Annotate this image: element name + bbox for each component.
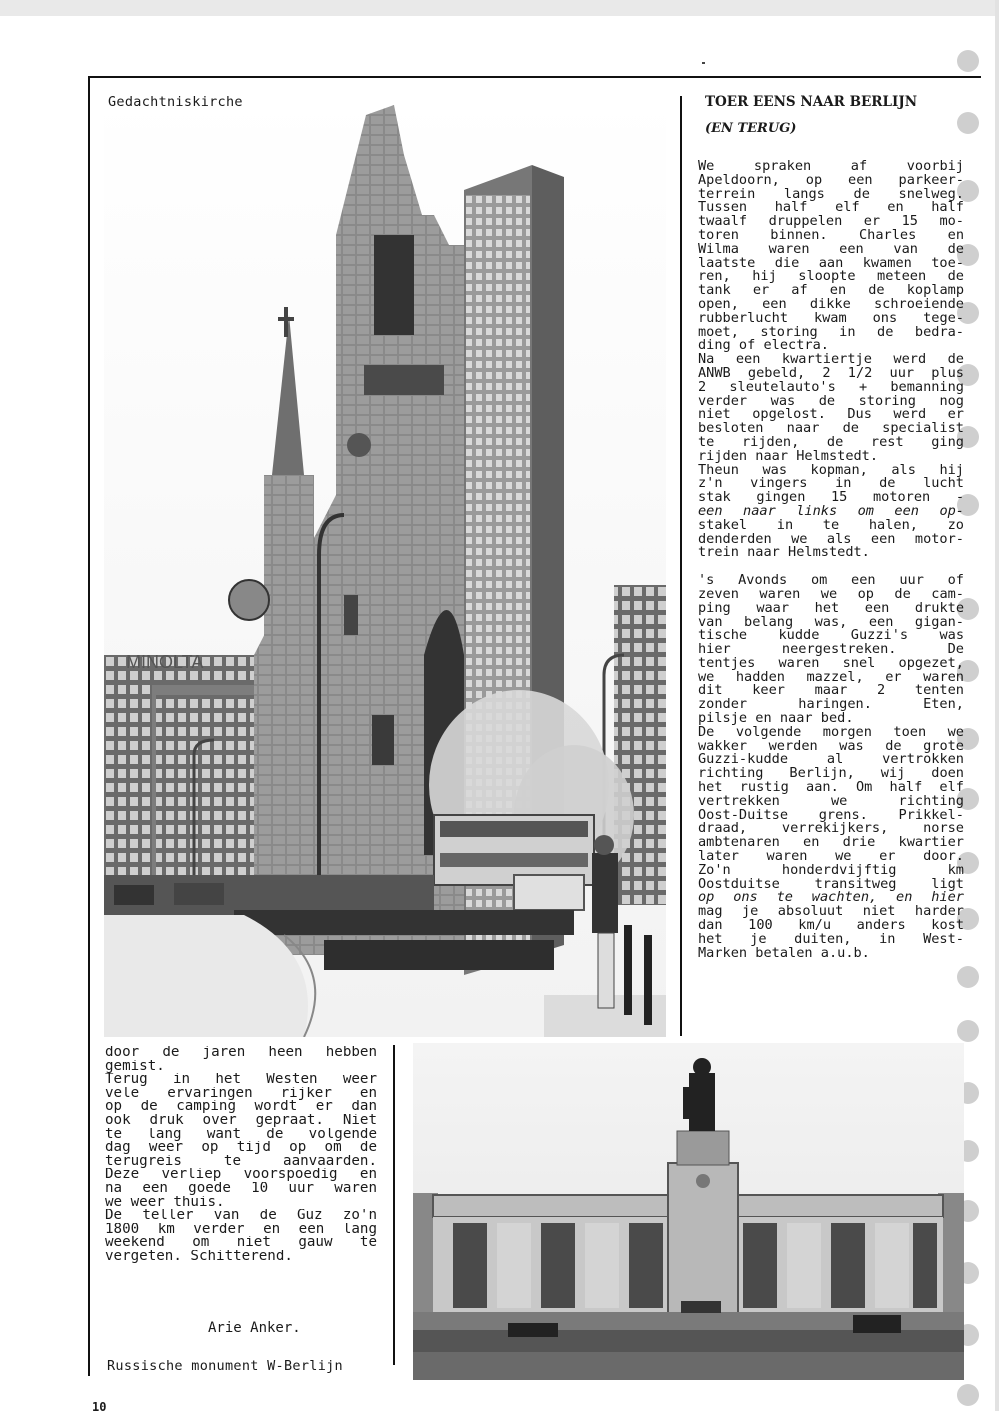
binder-hole: [957, 1384, 979, 1406]
text-line: we hadden mazzel, er waren: [698, 670, 964, 685]
text-line: twaalf druppelen er 15 mo-: [698, 215, 964, 229]
column-divider: [680, 96, 682, 1036]
text-line: De teller van de Guz zo'n: [105, 1209, 377, 1223]
text-line: op de camping wordt er dan: [105, 1100, 377, 1114]
page-number: 10: [92, 1400, 107, 1414]
text-line: ren, hij sloopte meteen de: [698, 270, 964, 285]
text-line: Deze verliep voorspoedig en: [105, 1168, 377, 1182]
text-line: vergeten. Schitterend.: [105, 1249, 293, 1264]
text-line: stakel in te halen, zo: [698, 518, 964, 533]
text-line: 2 sleutelauto's + bemanning: [698, 380, 964, 395]
page-top-edge: [0, 0, 999, 16]
text-line: hier neergestreken. De: [698, 643, 964, 657]
text-line: rubberlucht kwam ons tege-: [698, 311, 964, 326]
text-line: later waren we er door.: [698, 850, 964, 864]
article-left-column: [105, 1046, 377, 1264]
binder-hole: [957, 112, 979, 134]
text-line: terrein langs de snelweg.: [698, 187, 964, 202]
text-line: besloten naar de specialist: [698, 422, 964, 436]
text-line: Tussen half elf en half: [698, 201, 964, 216]
text-line: open, een dikke schroeiende: [698, 297, 964, 312]
text-line: vertrekken we richting: [698, 794, 964, 809]
text-line: wakker werden was de grote: [698, 739, 964, 754]
text-line: weekend om niet gauw te: [105, 1236, 377, 1250]
text-line: mag je absoluut niet harder: [698, 905, 964, 920]
text-line: laatste die aan kwamen toe-: [698, 256, 964, 271]
text-line: te rijden, de rest ging: [698, 435, 964, 450]
paragraph-gap: [698, 560, 964, 574]
text-line: Apeldoorn, op een parkeer-: [698, 173, 964, 188]
text-line: ook druk over gepraat. Niet: [105, 1113, 377, 1128]
text-line: We spraken af voorbij: [698, 160, 964, 174]
text-line: een naar links om een op-: [698, 504, 964, 519]
lower-column-divider: [393, 1045, 395, 1365]
text-line: het rustig aan. Om half elf: [698, 781, 964, 795]
text-line: Terug in het Westen weer: [105, 1073, 377, 1087]
text-line: dag weer op tijd op om de: [105, 1141, 377, 1155]
text-line: Zo'n honderdvijftig km: [698, 863, 964, 878]
text-line: Oostduitse transitweg ligt: [698, 877, 964, 892]
text-line: Marken betalen a.u.b.: [698, 946, 870, 961]
text-line: Theun was kopman, als hij: [698, 463, 964, 478]
text-line: van belang was, een gigan-: [698, 615, 964, 630]
text-line: we weer thuis.: [105, 1195, 225, 1210]
frame-top-rule: [88, 76, 981, 78]
text-line: terugreis te aanvaarden.: [105, 1154, 377, 1169]
text-line: tische kudde Guzzi's was: [698, 629, 964, 644]
text-line: het je duiten, in West-: [698, 932, 964, 947]
frame-left-rule: [88, 76, 90, 1376]
text-line: te lang want de volgende: [105, 1127, 377, 1142]
text-line: na een goede 10 uur waren: [105, 1181, 377, 1196]
text-line: zeven waren we op de cam-: [698, 587, 964, 602]
text-line: rijden naar Helmstedt.: [698, 449, 879, 464]
text-line: draad, verrekijkers, norse: [698, 822, 964, 837]
text-line: dan 100 km/u anders kost: [698, 919, 964, 933]
binder-hole: [957, 50, 979, 72]
text-line: dit keer maar 2 tenten: [698, 684, 964, 699]
text-line: moet, storing in de bedra-: [698, 325, 964, 340]
text-line: ding of electra.: [698, 339, 829, 354]
text-line: toren binnen. Charles en: [698, 228, 964, 243]
text-line: Wilma waren een van de: [698, 242, 964, 257]
street-lamp: [229, 580, 269, 620]
text-line: niet opgelost. Dus werd er: [698, 408, 964, 423]
pedestrian: [592, 853, 618, 933]
article-subtitle: (EN TERUG): [705, 121, 797, 136]
text-line: denderden we als een motor-: [698, 532, 964, 547]
minolta-sign: MINOLTA: [126, 652, 204, 672]
text-line: trein naar Helmstedt.: [698, 546, 870, 561]
monument-photo: [413, 1043, 964, 1380]
text-line: stak gingen 15 motoren -: [698, 491, 964, 505]
text-line: pilsje en naar bed.: [698, 712, 854, 726]
text-line: vele ervaringen rijker en: [105, 1086, 377, 1101]
text-line: Oost-Duitse grens. Prikkel-: [698, 808, 964, 823]
text-line: verder was de storing nog: [698, 394, 964, 409]
church-photo: [104, 95, 666, 1037]
church-caption: Gedachtniskirche: [108, 94, 243, 110]
author-signature: Arie Anker.: [208, 1320, 301, 1336]
text-line: ANWB gebeld, 2 1/2 uur plus: [698, 366, 964, 381]
binder-hole: [957, 1020, 979, 1042]
article-right-column: [698, 160, 964, 960]
print-mark: [702, 62, 705, 64]
text-line: tentjes waren snel opgezet,: [698, 656, 964, 671]
text-line: ambtenaren en drie kwartier: [698, 836, 964, 851]
monument-caption: Russische monument W-Berlijn: [107, 1358, 343, 1374]
text-line: op ons te wachten, en hier: [698, 891, 964, 906]
text-line: ping waar het een drukte: [698, 601, 964, 616]
text-line: z'n vingers in de lucht: [698, 477, 964, 492]
text-line: tank er af en de koplamp: [698, 284, 964, 298]
text-line: door de jaren heen hebben: [105, 1046, 377, 1060]
page-right-edge: [995, 0, 999, 1411]
text-line: zonder haringen. Eten,: [698, 698, 964, 713]
hedge: [234, 910, 574, 935]
text-line: 's Avonds om een uur of: [698, 574, 964, 588]
text-line: Guzzi-kudde al vertrokken: [698, 753, 964, 768]
text-line: Na een kwartiertje werd de: [698, 353, 964, 367]
text-line: 1800 km verder en een lang: [105, 1222, 377, 1237]
binder-hole: [957, 966, 979, 988]
article-title: TOER EENS NAAR BERLIJN: [705, 94, 918, 110]
text-line: gemist.: [105, 1059, 165, 1074]
text-line: De volgende morgen toen we: [698, 725, 964, 740]
text-line: richting Berlijn, wij doen: [698, 767, 964, 782]
